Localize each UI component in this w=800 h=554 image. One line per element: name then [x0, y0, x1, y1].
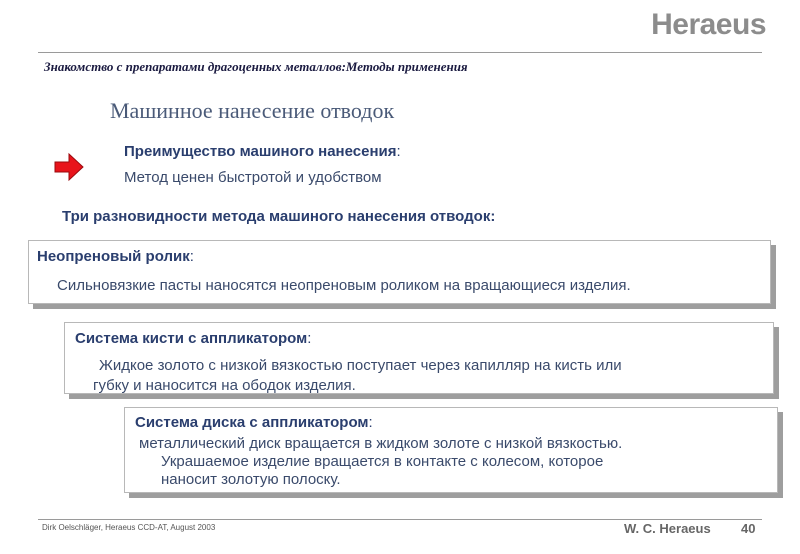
heraeus-logo: Heraeus — [651, 8, 766, 41]
advantage-text: Метод ценен быстротой и удобством — [124, 169, 382, 186]
methods-heading: Три разновидности метода машиного нанесения отводок: — [62, 208, 496, 225]
footer-author: Dirk Oelschläger, Heraeus CCD-AT, August 2003 — [42, 523, 216, 532]
page-number: 40 — [741, 521, 756, 536]
header-title: Знакомство с препаратами драгоценных металлов:Методы применения — [44, 59, 468, 74]
method-title: Система кисти с аппликатором: — [75, 330, 312, 347]
method-box-disc-applicator — [124, 407, 778, 493]
method-description: Жидкое золото с низкой вязкостью поступает через капилляр на кисть или губку и наносится на ободок изделия. — [93, 357, 622, 394]
footer-company: W. C. Heraeus — [624, 521, 711, 536]
method-title: Система диска с аппликатором: — [135, 414, 373, 431]
arrow-right-icon — [54, 152, 84, 182]
advantage-label: Преимущество машиного нанесения: — [124, 143, 401, 160]
top-divider — [38, 52, 762, 53]
slide-title: Машинное нанесение отводок — [110, 98, 395, 123]
method-box-neoprene-roller — [28, 240, 771, 304]
bottom-divider — [38, 519, 762, 520]
method-box-brush-applicator — [64, 322, 774, 394]
method-description: Сильновязкие пасты наносятся неопреновым роликом на вращающиеся изделия. — [57, 277, 631, 294]
method-description: металлический диск вращается в жидком золоте с низкой вязкостью. Украшаемое изделие вращается в контакте с колесом, которое наносит золотую полоску. — [139, 435, 623, 488]
method-title: Неопреновый ролик: — [37, 248, 194, 265]
